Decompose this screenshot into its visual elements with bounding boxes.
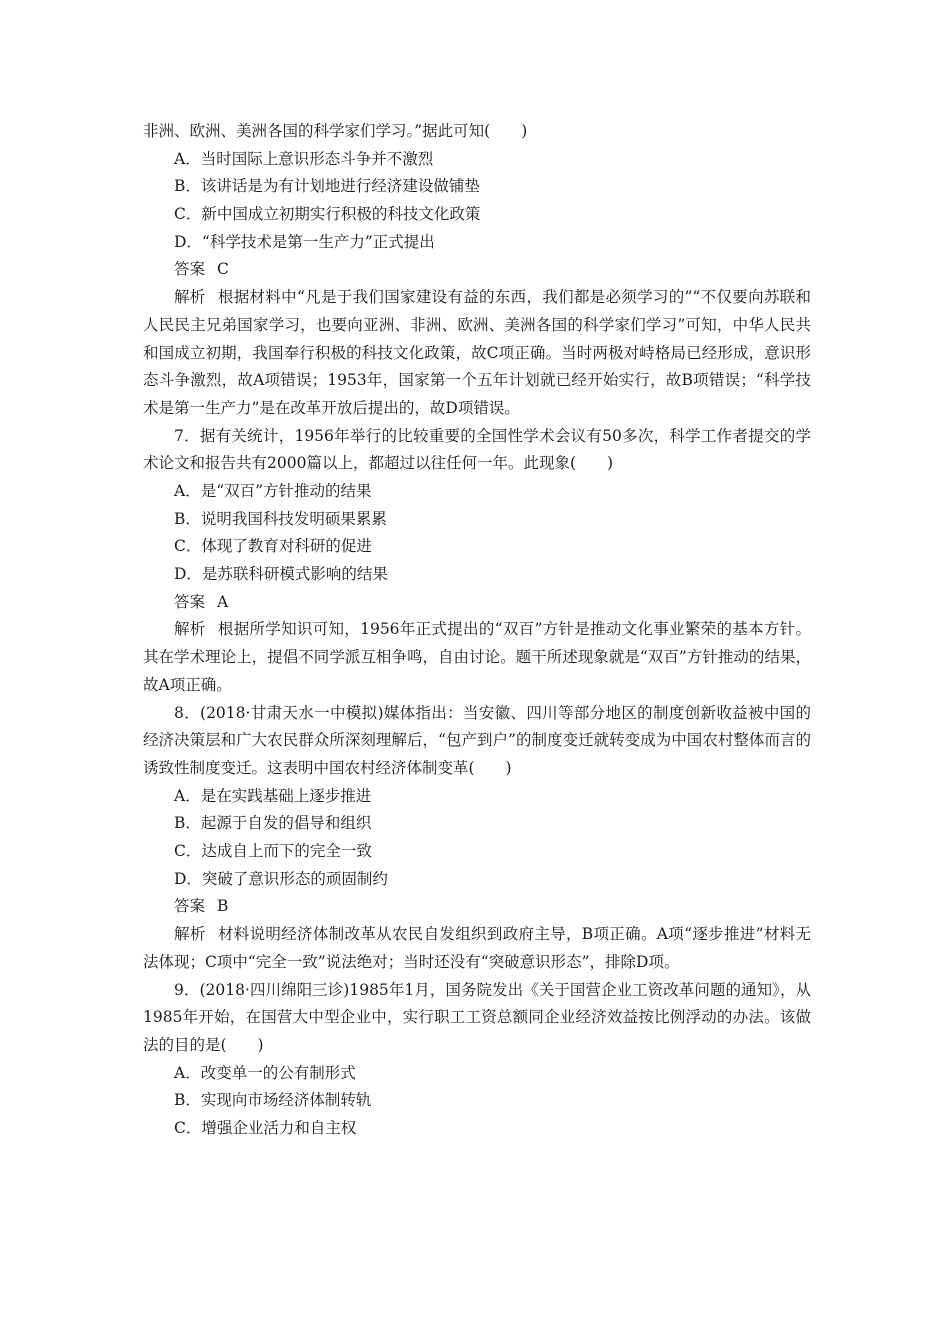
- q8-option-a: A．是在实践基础上逐步推进: [174, 786, 372, 805]
- q7-option-d: D．是苏联科研模式影响的结果: [174, 565, 388, 584]
- q6-answer: [143, 256, 811, 284]
- q7-option-a: A．是“双百”方针推动的结果: [174, 482, 372, 501]
- q8-option-c: C．达成自上而下的完全一致: [174, 842, 372, 861]
- answer-label: 答案: [174, 897, 206, 916]
- q8-option-b: B．起源于自发的倡导和组织: [174, 814, 372, 833]
- q8-analysis: [143, 921, 811, 976]
- q6-option-a: A．当时国际上意识形态斗争并不激烈: [174, 149, 434, 168]
- analysis-label: 解析: [174, 925, 206, 944]
- page-content: [143, 118, 811, 1143]
- q8-stem: 8．(2018·甘肃天水一中模拟)媒体指出：当安徽、四川等部分地区的制度创新收益被中国的经济决策层和广大农民群众所深刻理解后，“包产到户”的制度变迁就转变成为中国农村整体而言的诱致性制度变迁。这表明中国农村经济体制变革( ): [143, 703, 811, 777]
- analysis-text: 根据所学知识可知，1956年正式提出的“双百”方针是推动文化事业繁荣的基本方针。其在学术理论上，提倡不同学派互相争鸣，自由讨论。题干所述现象就是“双百”方针推动的结果，故A项正确。: [143, 620, 811, 694]
- q7-analysis: [143, 616, 811, 699]
- q7-option-c: C．体现了教育对科研的促进: [174, 537, 372, 556]
- q6-option-b: B．该讲话是为有计划地进行经济建设做铺垫: [174, 177, 480, 196]
- q7-stem: 7．据有关统计，1956年举行的比较重要的全国性学术会议有50多次，科学工作者提交的学术论文和报告共有2000篇以上，都超过以往任何一年。此现象( ): [143, 426, 811, 473]
- q9-option-b: B．实现向市场经济体制转轨: [174, 1091, 372, 1110]
- answer-value: C: [217, 260, 229, 279]
- analysis-text: 材料说明经济体制改革从农民自发组织到政府主导，B项正确。A项“逐步推进”材料无法体现；C项中“完全一致”说法绝对；当时还没有“突破意识形态”，排除D项。: [143, 925, 811, 971]
- analysis-label: 解析: [174, 288, 206, 307]
- q7-option-b: B．说明我国科技发明硕果累累: [174, 509, 387, 528]
- q7-answer: [143, 589, 811, 617]
- answer-value: B: [217, 897, 229, 916]
- q9-option-c: C．增强企业活力和自主权: [174, 1119, 357, 1138]
- q9-option-a: A．改变单一的公有制形式: [174, 1063, 356, 1082]
- q8-option-d: D．突破了意识形态的顽固制约: [174, 869, 388, 888]
- q6-option-d: D．“科学技术是第一生产力”正式提出: [174, 232, 435, 251]
- answer-value: A: [217, 592, 229, 611]
- analysis-label: 解析: [174, 620, 206, 639]
- answer-label: 答案: [174, 592, 206, 611]
- analysis-text: 根据材料中“凡是于我们国家建设有益的东西，我们都是必须学习的”“不仅要向苏联和人民民主兄弟国家学习，也要向亚洲、非洲、欧洲、美洲各国的科学家们学习”可知，中华人民共和国成立初期，我国奉行积极的科技文化政策，故C项正确。当时两极对峙格局已经形成，意识形态斗争激烈，故A项错误；1953年，国家第一个五年计划就已经开始实行，故B项错误；“科学技术是第一生产力”是在改革开放后提出的，故D项错误。: [143, 288, 811, 417]
- q9-stem: 9．(2018·四川绵阳三诊)1985年1月，国务院发出《关于国营企业工资改革问题的通知》，从1985年开始，在国营大中型企业中，实行职工工资总额同企业经济效益按比例浮动的办法。该做法的目的是( ): [143, 980, 811, 1054]
- q6-analysis: [143, 284, 811, 423]
- q6-stem-tail: 非洲、欧洲、美洲各国的科学家们学习。”据此可知( ): [143, 122, 528, 140]
- answer-label: 答案: [174, 260, 206, 279]
- q6-option-c: C．新中国成立初期实行积极的科技文化政策: [174, 205, 481, 224]
- q8-answer: [143, 893, 811, 921]
